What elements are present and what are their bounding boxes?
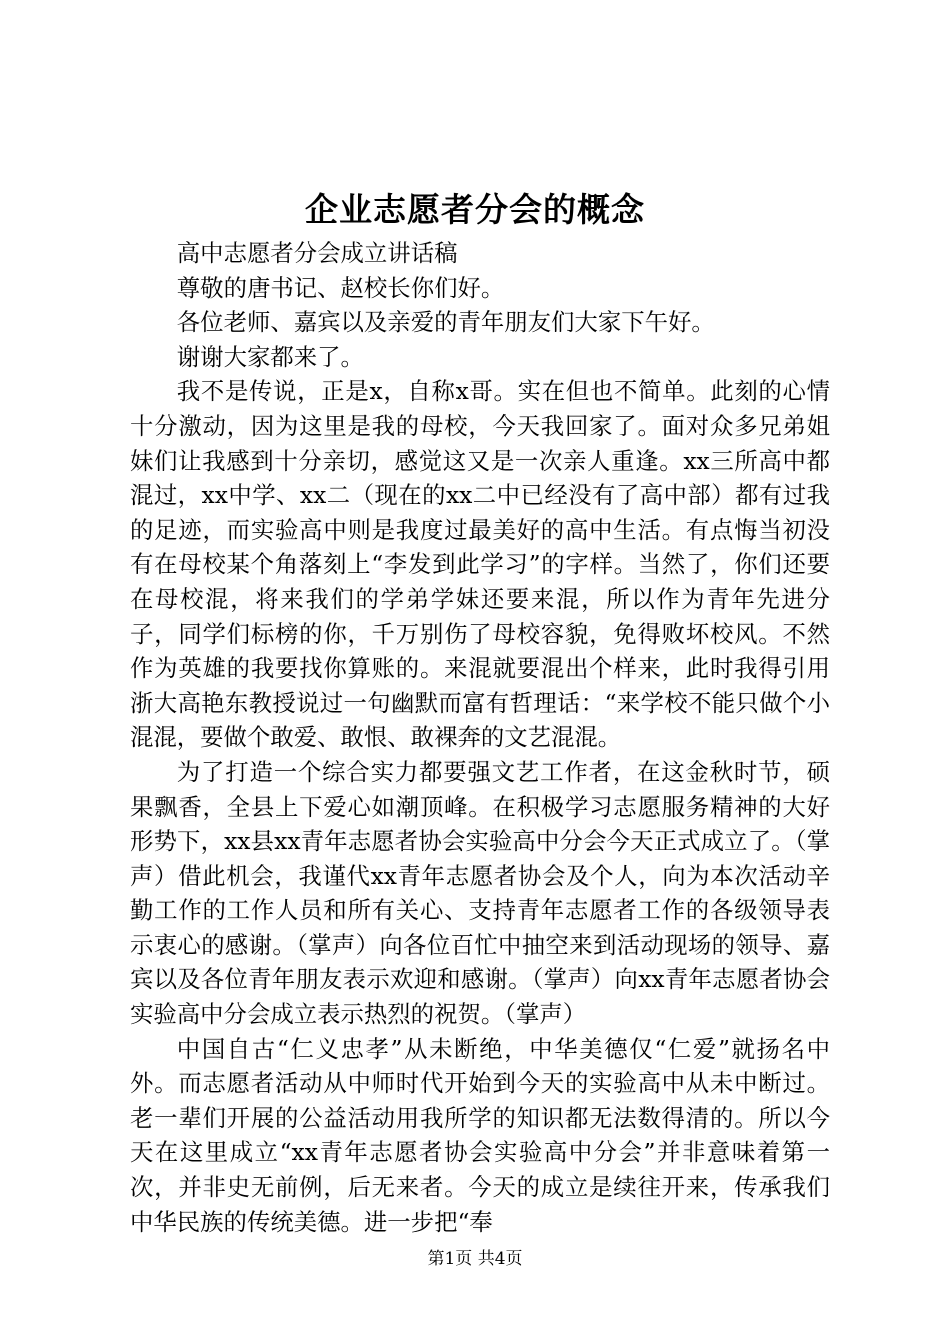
paragraph: 中国自古“仁义忠孝”从未断绝，中华美德仅“仁爱”就扬名中外。而志愿者活动从中师时代开始到今天的实验高中从未中断过。老一辈们开展的公益活动用我所学的知识都无法数得清的。所以今天在这里成立“xx青年志愿者协会实验高中分会”并非意味着第一次，并非史无前例，后无来者。今天的成立是续往开来，传承我们中华民族的传统美德。进一步把“奉 — [130, 1034, 830, 1236]
document-title: 企业志愿者分会的概念 — [305, 190, 645, 229]
paragraph: 为了打造一个综合实力都要强文艺工作者，在这金秋时节，硕果飘香，全县上下爱心如潮顶峰。在积极学习志愿服务精神的大好形势下，xx县xx青年志愿者协会实验高中分会今天正式成立了。（掌声）借此机会，我谨代xx青年志愿者协会及个人，向为本次活动辛勤工作的工作人员和所有关心、支持青年志愿者工作的各级领导表示衷心的感谢。（掌声）向各位百忙中抽空来到活动现场的领导、嘉宾以及各位青年朋友表示欢迎和感谢。（掌声）向xx青年志愿者协会实验高中分会成立表示热烈的祝贺。（掌声） — [130, 757, 830, 1029]
paragraph: 尊敬的唐书记、赵校长你们好。 — [176, 273, 505, 302]
paragraph: 各位老师、嘉宾以及亲爱的青年朋友们大家下午好。 — [176, 308, 715, 337]
page-footer: 第1页 共4页 — [427, 1249, 523, 1269]
paragraph: 我不是传说，正是x，自称x哥。实在但也不简单。此刻的心情十分激动，因为这里是我的母校，今天我回家了。面对众多兄弟姐妹们让我感到十分亲切，感觉这又是一次亲人重逢。xx三所高中都混过，xx中学、xx二（现在的xx二中已经没有了高中部）都有过我的足迹，而实验高中则是我度过最美好的高中生活。有点悔当初没有在母校某个角落刻上“李发到此学习”的字样。当然了，你们还要在母校混，将来我们的学弟学妹还要来混，所以作为青年先进分子，同学们标榜的你，千万别伤了母校容貌，免得败坏校风。不然作为英雄的我要找你算账的。来混就要混出个样来，此时我得引用浙大高艳东教授说过一句幽默而富有哲理话：“来学校不能只做个小混混，要做个敢爱、敢恨、敢裸奔的文艺混混。 — [130, 377, 830, 752]
paragraph: 谢谢大家都来了。 — [176, 342, 364, 371]
document-body — [130, 236, 830, 1239]
paragraph: 高中志愿者分会成立讲话稿 — [176, 239, 458, 267]
